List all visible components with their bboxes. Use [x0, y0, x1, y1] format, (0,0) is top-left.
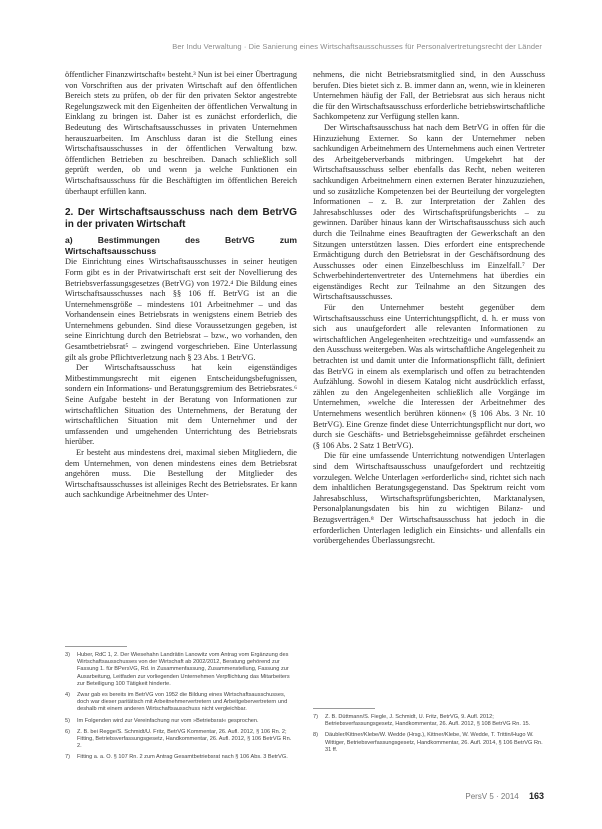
body-paragraph: Für den Unternehmer besteht gegenüber dem Wirtschaftsausschuss eine Unterrichtungspflicht, d. h. er muss von sich aus unaufgefordert alle relevanten Informationen zu wirtschaftlichen Angelegenheiten »rechtzeitig« und »umfassend« an den Ausschuss weitergeben. Was als wirtschaftliche Angelegenheit zu betrachten ist und damit unter die Informationspflicht fällt, definiert das BetrVG in einem als exemplarisch und offen zu betrachtenden Aufzählung. Sowohl in diesem Katalog nicht ausdrücklich erfasst, zählen zu den Angelegenheiten schließlich alle Vorgänge im Unternehmen, »welche die Interessen der Arbeitnehmer des Unternehmens wesentlich berühren können« (§ 106 Abs. 3 Nr. 10 BetrVG). Eine Grenze findet diese Unterrichtungspflicht nur dort, wo durch sie Geschäfts- und Betriebsgeheimnisse gefährdet erscheinen (§ 106 Abs. 2 Satz 1 BetrVG).: [313, 303, 545, 450]
footnote: 8) Däubler/Kittner/Klebe/W. Wedde (Hrsg.), Kittner/Klebe, W. Wedde, T. Trittin/Hugo W. Wittiger, Betriebsverfassungsgesetz, Handkommentar, 26. Aufl. 2014, § 106 BetrVG Rn. 31 ff.: [313, 732, 543, 753]
footnote-divider: [313, 708, 375, 709]
footnote: 3) Huber, RdC 1, 2. Der Wiesehahn Landrätin Lanowitz vom Antrag vom Ergänzung des Wirtschaftsausschusses von der Wirtschaft ab 2002/2012, Beratung gehörend zur Fassung 1. für BPersVG, Rd. in Zusammenfassung, Zusammenstellung, Fassung zur Ausarbeitung, Leitfaden zur vorliegenden Unternehmen Verpflichtung das Mitarbeiters zur Beteiligung 100 Tätigkeit hinderte.: [65, 652, 290, 687]
footnote: 7) Z. B. Düttmann/S. Fiegle, J. Schmidt, U. Fritz, BetrVG, 9. Aufl. 2012; Betriebsverfassungsgesetz, Handkommentar, 26. Aufl. 2012, § 108 BetrVG Rn. 15.: [313, 714, 531, 728]
page-footer: [465, 791, 544, 801]
right-footnotes: [313, 714, 545, 758]
body-paragraph: Die für eine umfassende Unterrichtung notwendigen Unterlagen sind dem Wirtschaftsausschuss unaufgefordert und rechtzeitig vorzulegen. Welche Unterlagen »erforderlich« sind, richtet sich nach dem inhaltlichen Beratungsgegenstand. Das Spektrum reicht vom Jahresabschluss, Wirtschaftsprüfungsberichten, Marktanalysen, Personalplanungsdaten bis hin zu wichtigen Bilanz- und Bezugsverträgen.⁸ Der Wirtschaftsausschuss hat jedoch in die erforderlichen Unterlagen lediglich ein Einsichts- und allenfalls ein vorübergehendes Überlassungsrecht.: [313, 451, 545, 546]
body-paragraph: Der Wirtschaftsausschuss hat kein eigenständiges Mitbestimmungsrecht mit eigenen Entscheidungsbefugnissen, sondern ein Informations- und Beratungsgremium des Betriebsrates.⁶ Seine Aufgabe besteht in der Beratung von Informationen zur wirtschaftlichen Situation des Unternehmens, der Beratung der wirtschaftlichen Situation mit dem Unternehmer und der umfassenden und umgehenden Unterrichtung des Betriebsrats hierüber.: [65, 363, 297, 447]
body-paragraph: nehmens, die nicht Betriebsratsmitglied sind, in den Ausschuss berufen. Dies bietet sich z. B. immer dann an, wenn, wie in kleineren Unternehmen häufig der Fall, der Betriebsrat aus sich heraus nicht die für den Wirtschaftsausschuss erforderliche betriebswirtschaftliche Sachkompetenz zur Verfügung stellen kann.: [313, 70, 545, 122]
subsection-heading: a) Bestimmungen des BetrVG zum Wirtschaftsausschuss: [65, 235, 297, 256]
left-column: [65, 70, 297, 501]
section-heading: 2. Der Wirtschaftsausschuss nach dem BetrVG in der privaten Wirtschaft: [65, 207, 297, 231]
page-number: 163: [528, 791, 544, 801]
body-paragraph: Die Einrichtung eines Wirtschaftsausschusses in seiner heutigen Form gibt es in der Privatwirtschaft erst seit der Novellierung des Betriebsverfassungsgesetzes (BetrVG) von 1972.⁴ Die Bildung eines Wirtschaftsausschusses nach §§ 106 ff. BetrVG ist an die Unternehmensgröße – mindestens 101 Arbeitnehmer – und das Vorhandensein eines Betriebsrats in wenigstens einem Betrieb des Unternehmens gebunden. Sind diese Voraussetzungen gegeben, ist seine Einrichtung durch den Betriebsrat – bzw., wo vorhanden, den Gesamtbetriebsrat⁵ – zwingend vorgeschrieben. Eine Unterlassung gilt als grobe Pflichtverletzung nach § 23 Abs. 1 BetrVG.: [65, 257, 297, 362]
running-head: Ber Indu Verwaltung · Die Sanierung eines Wirtschaftsausschusses für Personalvertretungsrecht der Länder: [172, 42, 542, 51]
body-paragraph: Der Wirtschaftsausschuss hat nach dem BetrVG in offen für die Hinzuziehung Externer. So kann der Unternehmer neben sachkundigen Arbeitnehmern des Unternehmens auch einen Vertreter des Arbeitgeberverbands mitbringen. Umgekehrt hat der Wirtschaftsausschuss selber ebenfalls das Recht, neben weiteren sachkundigen Arbeitnehmern einen externen Berater hinzuzuziehen, und so zusätzliche Kompetenzen bei der Beurteilung der vorgelegten Informationen – z. B. zur Interpretation der Zahlen des Jahresabschlusses oder des Wirtschaftsprüfungsberichts – zu gewinnen. Darüber hinaus kann der Wirtschaftsausschuss sich auch durch die Teilnahme eines Beauftragten der Gewerkschaft an den Sitzungen unterstützen lassen. Dies erfordert eine entsprechende Ermächtigung durch den Betriebsrat in der Geschäftsordnung des Ausschusses oder einen Einzelbeschluss im Einzelfall.⁷ Der Schwerbehindertenvertreter des Unternehmens hat überdies ein eigenständiges Recht zur Teilnahme an den Sitzungen des Wirtschaftsausschusses.: [313, 122, 545, 302]
footnote: 6) Z. B. bei Regge/S. Schmidt/U. Fritz, BetrVG Kommentar, 26. Aufl. 2012, § 106 Rn. 2; Fitting, Betriebsverfassungsgesetz, Handkommentar, 26. Aufl. 2012, § 106 BetrVG Rn. 2.: [65, 728, 292, 750]
footnote: 7) Fitting a. a. O. § 107 Rn. 2 zum Antrag Gesamtbetriebsrat nach § 106 Abs. 3 BetrVG.: [65, 754, 288, 761]
journal-issue: PersV 5 · 2014: [465, 792, 519, 801]
footnote: 4) Zwar gab es bereits im BetrVG von 1952 die Bildung eines Wirtschaftsausschusses, doch war dieser paritätisch mit Arbeitnehmervertretern und Arbeitgebervertretern und deshalb mit einem anderen Wirtschaftsausschuss nicht vergleichbar.: [65, 692, 288, 713]
intro-paragraph: öffentlicher Finanzwirtschaft« besteht.³ Nun ist bei einer Übertragung von Vorschriften aus der privaten Wirtschaft auf den öffentlichen Bereich stets zu prüfen, ob der für den privaten Sektor angestrebte Regelungszweck mit den Eigenheiten der öffentlichen Verwaltung in Einklang zu bringen ist. Daher ist es zunächst erforderlich, die Bedeutung des Wirtschaftsausschusses in privaten Unternehmen herauszuarbeiten. Im Anschluss daran ist die Stellung eines Wirtschaftsausschusses in der öffentlichen Verwaltung bzw. öffentlichen Betrieben zu beschreiben. Danach schließlich soll geprüft werden, ob und wenn ja welche Funktionen ein Wirtschaftsausschuss für die Beschäftigten im öffentlichen Bereich überhaupt erfüllen kann.: [65, 70, 297, 196]
left-footnotes: [65, 652, 297, 766]
footnote-divider: [65, 646, 127, 647]
body-paragraph: Er besteht aus mindestens drei, maximal sieben Mitgliedern, die dem Unternehmen, von denen mindestens eines dem Betriebsrat angehören muss. Die Bestellung der Mitglieder des Wirtschaftsausschusses ist alleiniges Recht des Betriebsrates. Er kann auch sachkundige Arbeitnehmer des Unter-: [65, 448, 297, 500]
footnote: 5) Im Folgenden wird zur Vereinfachung nur vom »Betriebsrat« gesprochen.: [65, 717, 259, 724]
right-column: [313, 70, 545, 547]
